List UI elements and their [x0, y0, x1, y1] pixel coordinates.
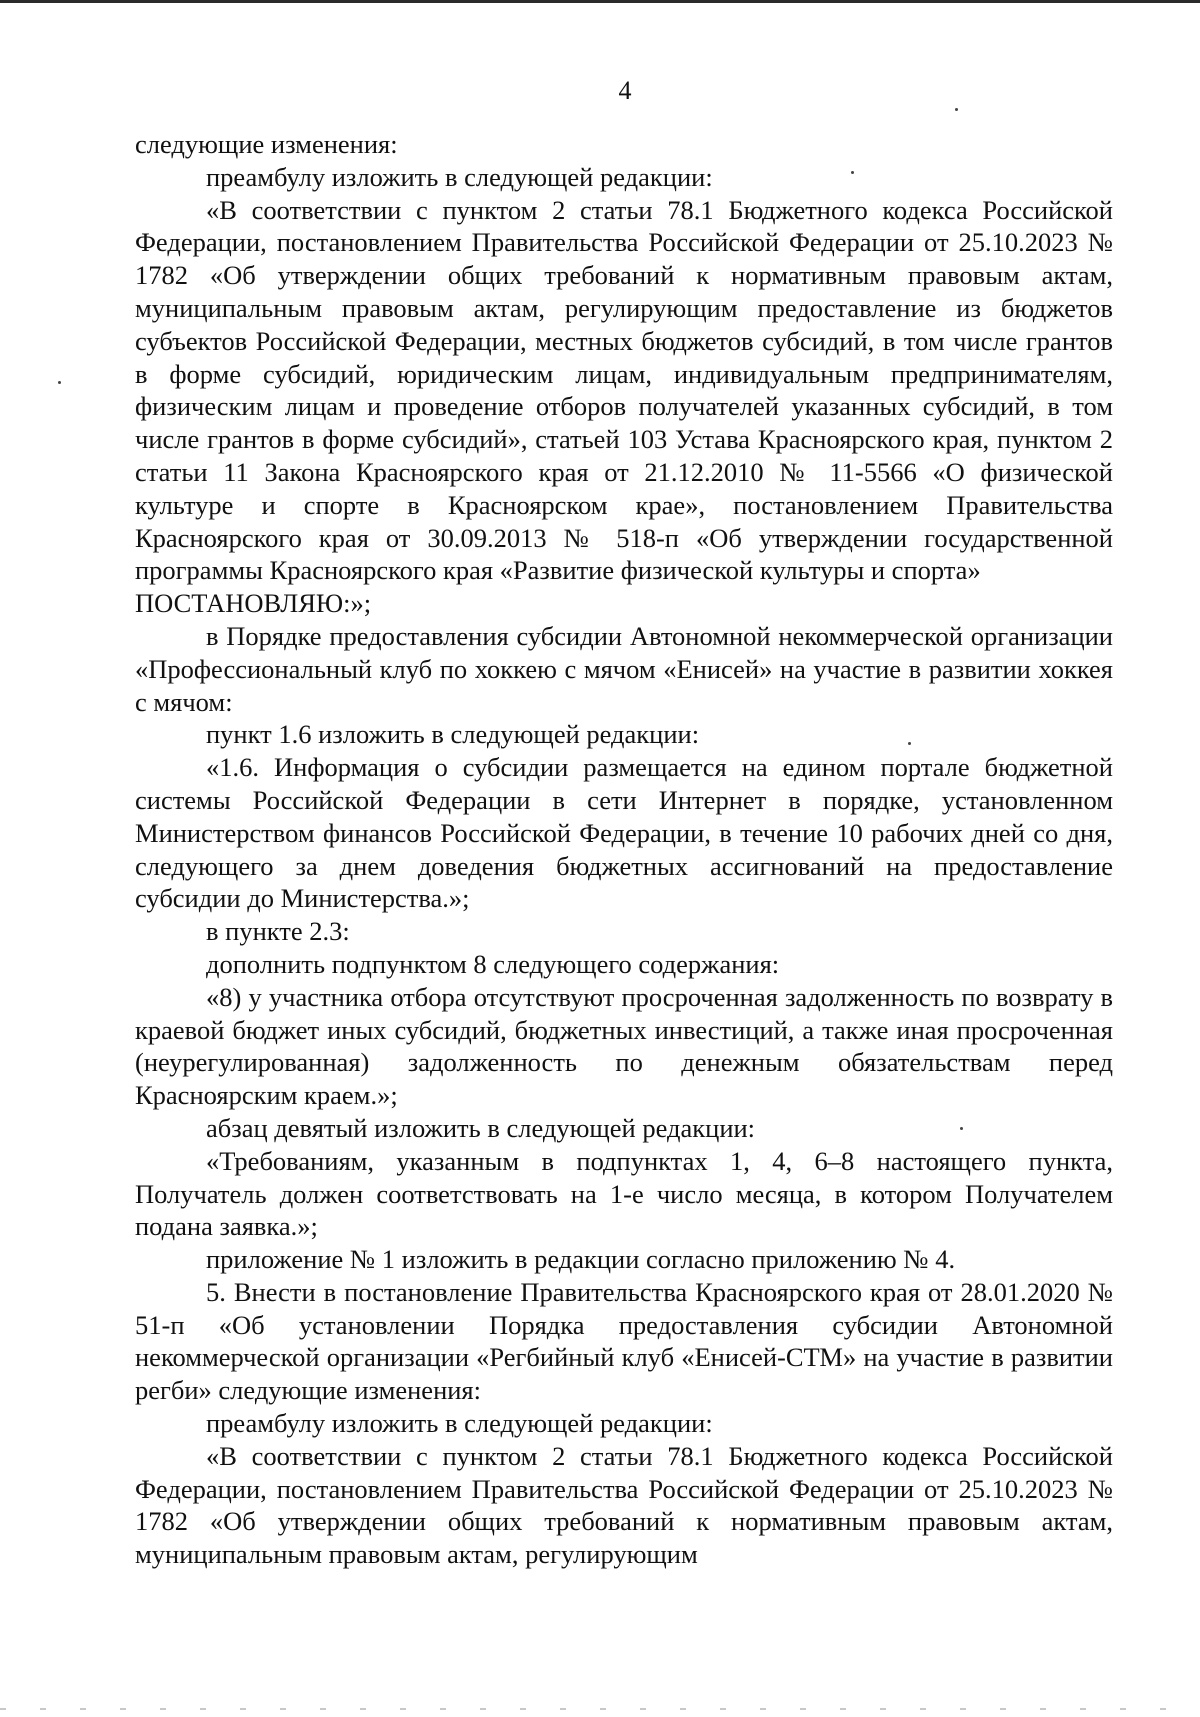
scan-speck — [851, 171, 854, 174]
paragraph-requirements-text: «Требованиям, указанным в подпунктах 1, 4, 6–8 настоящего пункта, Получатель должен соответствовать на 1-е число месяца, в котором Получателем подана заявка.»; — [135, 1145, 1113, 1242]
paragraph-item-2-3: в пункте 2.3: — [206, 916, 350, 947]
scan-top-edge — [0, 0, 1200, 3]
scan-speck — [955, 108, 958, 111]
scan-speck — [960, 1127, 963, 1130]
scan-bottom-edge — [0, 1708, 1200, 1710]
paragraph-resolve-1: ПОСТАНОВЛЯЮ:»; — [135, 588, 372, 619]
paragraph-section-5: 5. Внести в постановление Правительства Красноярского края от 28.01.2020 № 51-п «Об установлении Порядка предоставления субсидии Автономной некоммерческой организации «Регбийный клуб «Енисей-СТМ» на участие в развитии регби» следующие изменения: — [135, 1276, 1113, 1406]
paragraph-preamble-instruction-2: преамбулу изложить в следующей редакции: — [206, 1408, 713, 1439]
paragraph-subitem-8-text: «8) у участника отбора отсутствуют просроченная задолженность по возврату в краевой бюджет иных субсидий, бюджетных инвестиций, а также иная просроченная (неурегулированная) задолженность по денежным обязательствам перед Красноярским краем.»; — [135, 981, 1113, 1111]
paragraph-preamble-text-2: «В соответствии с пунктом 2 статьи 78.1 Бюджетного кодекса Российской Федерации, постановлением Правительства Российской Федерации от 25.10.2023 № 1782 «Об утверждении общих требований к нормативным правовым актам, муниципальным правовым актам, регулирующим — [135, 1440, 1113, 1570]
scan-speck — [908, 742, 911, 745]
paragraph-subitem-8-instruction: дополнить подпунктом 8 следующего содержания: — [206, 948, 780, 979]
paragraph-item-1-6-instruction: пункт 1.6 изложить в следующей редакции: — [206, 719, 700, 750]
paragraph-preamble-text-1: «В соответствии с пунктом 2 статьи 78.1 Бюджетного кодекса Российской Федерации, постановлением Правительства Российской Федерации от 25.10.2023 № 1782 «Об утверждении общих требований к нормативным правовым актам, муниципальным правовым актам, регулирующим предоставление из бюджетов субъектов Российской Федерации, местных бюджетов субсидий, в том числе грантов в форме субсидий, юридическим лицам, индивидуальным предпринимателям, физическим лицам и проведение отборов получателей указанных субсидий, в том числе грантов в форме субсидий», статьей 103 Устава Красноярского края, пунктом 2 статьи 11 Закона Красноярского края от 21.12.2010 № 11-5566 «О физической культуре и спорте в Красноярском крае», постановлением Правительства Красноярского края от 30.09.2013 № 518-п «Об утверждении государственной программы Красноярского края «Развитие физической культуры и спорта» — [135, 194, 1113, 586]
paragraph-preamble-instruction-1: преамбулу изложить в следующей редакции: — [206, 161, 713, 192]
paragraph-ninth-instruction: абзац девятый изложить в следующей редакции: — [206, 1112, 756, 1143]
document-body — [135, 128, 1113, 1571]
paragraph-continuation: следующие изменения: — [135, 129, 398, 159]
paragraph-order-hockey: в Порядке предоставления субсидии Автономной некоммерческой организации «Профессиональный клуб по хоккею с мячом «Енисей» на участие в развитии хоккея с мячом: — [135, 620, 1113, 717]
scan-speck — [58, 381, 61, 384]
paragraph-item-1-6-text: «1.6. Информация о субсидии размещается на едином портале бюджетной системы Российской Федерации в сети Интернет в порядке, установленном Министерством финансов Российской Федерации, в течение 10 рабочих дней со дня, следующего за днем доведения бюджетных ассигнований на предоставление субсидии до Министерства.»; — [135, 752, 1113, 914]
paragraph-appendix-1: приложение № 1 изложить в редакции согласно приложению № 4. — [206, 1244, 956, 1275]
page-number: 4 — [618, 76, 632, 105]
